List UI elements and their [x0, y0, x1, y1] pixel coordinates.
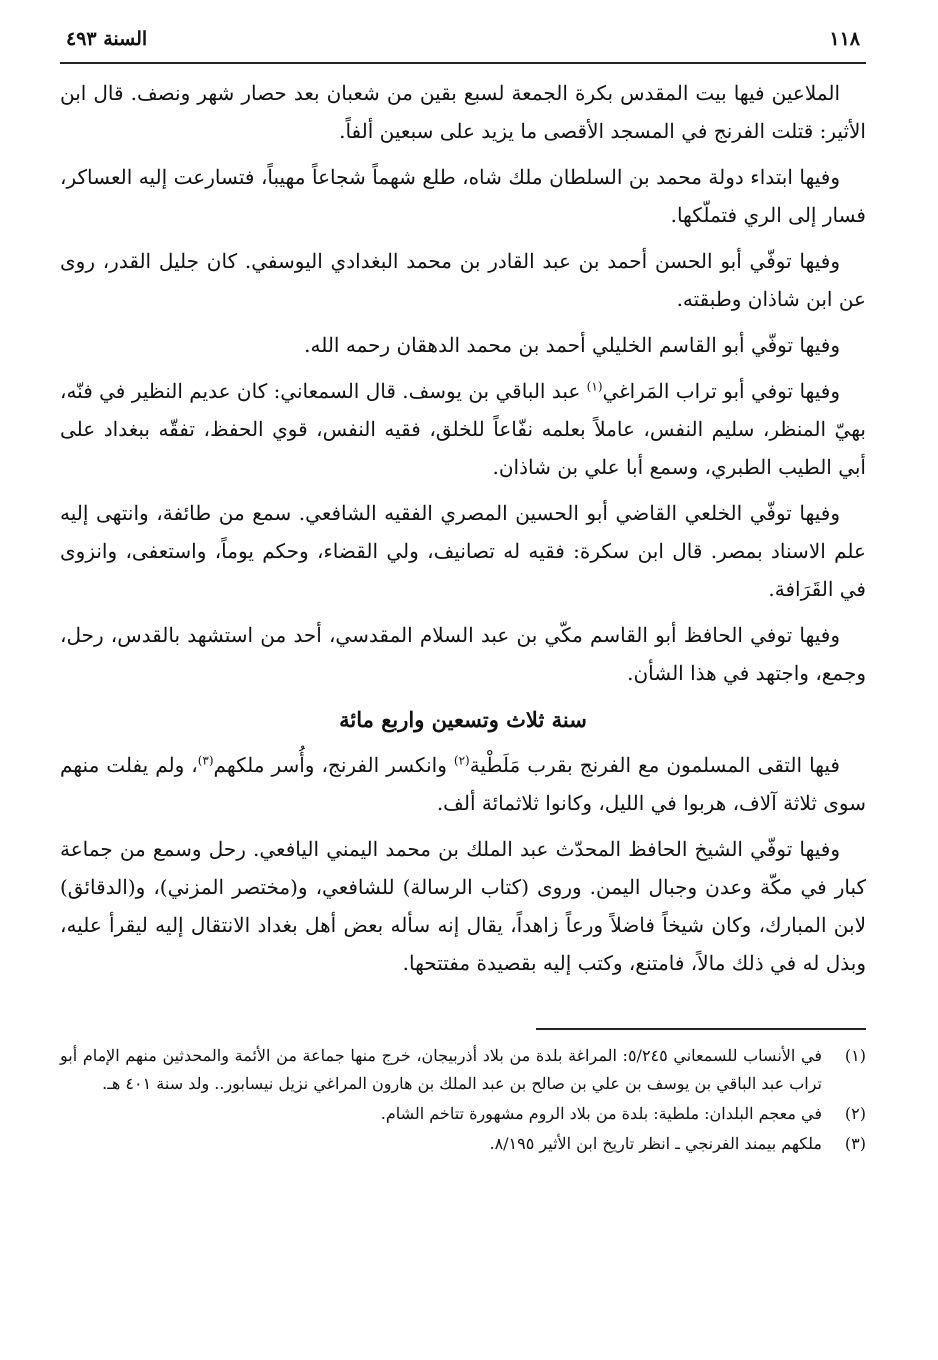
paragraph: وفيها ابتداء دولة محمد بن السلطان ملك شاه، طلع شهماً شجاعاً مهيباً، فتسارعت إليه العساكر، فسار إلى الري فتملّكها. [60, 165, 866, 227]
paragraph-text: فيها التقى المسلمون مع الفرنج بقرب مَلَطْية [469, 753, 840, 777]
paragraph-text: ، ولم يفلت منهم سوى ثلاثة آلاف، هربوا في الليل، وكانوا ثلاثمائة ألف. [60, 753, 866, 815]
paragraph-text: وفيها توفي أبو تراب المَراغي [602, 379, 841, 403]
paragraph-text: وانكسر الفرنج، وأُسر ملكهم [213, 753, 454, 777]
footnote [60, 1100, 866, 1128]
running-head [60, 28, 866, 60]
footnote-rule [536, 1028, 866, 1030]
paragraph: الملاعين فيها بيت المقدس بكرة الجمعة لسبع بقين من شعبان بعد حصار شهر ونصف. قال ابن الأثير: قتلت الفرنج في المسجد الأقصى ما يزيد على سبعين ألفاً. [60, 81, 866, 143]
paragraph [60, 372, 866, 486]
running-title: السنة ٤٩٣ [66, 28, 148, 50]
header-rule [60, 62, 866, 64]
footnote-marker: (١) [586, 379, 603, 394]
footnote-text: ملكهم بيمند الفرنجي ـ انظر تاريخ ابن الأثير ٨/١٩٥. [489, 1134, 822, 1153]
footnote-number: (٣) [844, 1134, 866, 1153]
footnotes [60, 1042, 866, 1158]
book-page [60, 28, 866, 1160]
footnote [60, 1042, 866, 1098]
footnote-number: (١) [844, 1046, 866, 1065]
paragraph: وفيها توفي الحافظ أبو القاسم مكّي بن عبد السلام المقدسي، أحد من استشهد بالقدس، رحل، وجمع، واجتهد في هذا الشأن. [60, 623, 866, 685]
paragraph: وفيها توفّي الخلعي القاضي أبو الحسين المصري الفقيه الشافعي. سمع من طائفة، وانتهى إليه علم الاسناد بمصر. قال ابن سكرة: فقيه له تصانيف، ولي القضاء، وحكم يوماً، واستعفى، وانزوى في القَرَافة. [60, 501, 866, 601]
paragraph: وفيها توفّي أبو الحسن أحمد بن عبد القادر بن محمد البغدادي اليوسفي. كان جليل القدر، روى عن ابن شاذان وطبقته. [60, 249, 866, 311]
footnote-text: في معجم البلدان: ملطية: بلدة من بلاد الروم مشهورة تتاخم الشام. [380, 1104, 822, 1123]
paragraph [60, 746, 866, 822]
footnote-marker: (٢) [453, 753, 470, 768]
paragraph-text: عبد الباقي بن يوسف. قال السمعاني: كان عديم النظير في فنّه، بهيّ المنظر، سليم النفس، عاملاً بعلمه نفّاعاً للخلق، فقيه النفس، قوي الحفظ، تفقّه ببغداد على أبي الطيب الطبري، وسمع أبا علي بن شاذان. [60, 379, 866, 479]
footnote [60, 1130, 866, 1158]
main-text [60, 74, 866, 982]
paragraph: وفيها توفّي أبو القاسم الخليلي أحمد بن محمد الدهقان رحمه الله. [304, 333, 840, 357]
page-number: ١١٨ [829, 28, 860, 50]
footnote-text: في الأنساب للسمعاني ٥/٢٤٥: المراغة بلدة من بلاد أذربيجان، خرج منها جماعة من الأئمة والمحدثين منهم الإمام أبو تراب عبد الباقي بن يوسف بن علي بن صالح بن عبد الملك بن هارون المراغي نزيل نيسابور.. ولد سنة ٤٠١ هـ. [60, 1046, 822, 1093]
footnote-marker: (٣) [197, 753, 214, 768]
section-heading: سنة ثلاث وتسعين واربع مائة [339, 707, 587, 732]
paragraph: وفيها توفّي الشيخ الحافظ المحدّث عبد الملك بن محمد اليمني اليافعي. رحل وسمع من جماعة كبار في مكّة وعدن وجبال اليمن. وروى (كتاب الرسالة) للشافعي، و(مختصر المزني)، و(الدقائق) لابن المبارك، وكان شيخاً فاضلاً ورعاً زاهداً، يقال إنه سأله بعض أهل بغداد الانتقال إليه ليقرأ عليه، وبذل له في ذلك مالاً، فامتنع، وكتب إليه بقصيدة مفتتحها. [60, 837, 866, 975]
footnote-number: (٢) [844, 1104, 866, 1123]
